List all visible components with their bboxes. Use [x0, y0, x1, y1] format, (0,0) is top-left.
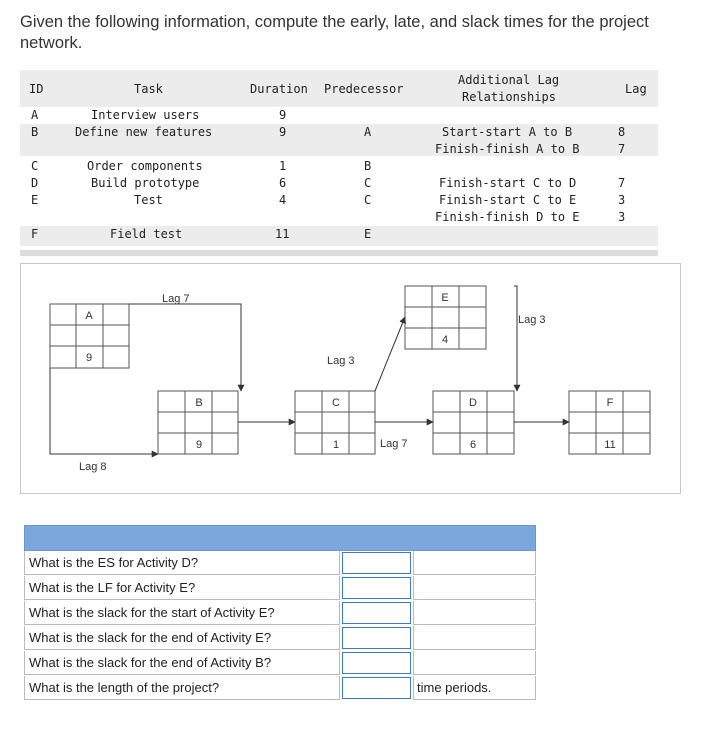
- lag-label-ce: Lag 3: [327, 355, 355, 367]
- cell-lag: 3: [618, 210, 626, 224]
- cell-task: Define new features: [75, 125, 213, 139]
- col-header-lag: Lag: [625, 82, 647, 96]
- answer-input[interactable]: [342, 627, 411, 649]
- cell-relationship: Finish-finish D to E: [435, 210, 580, 224]
- cell-predecessor: E: [364, 227, 372, 241]
- col-header-additional-1: Additional Lag: [458, 73, 560, 87]
- arrow-a-b-ss: [50, 368, 158, 454]
- col-header-task: Task: [134, 82, 163, 96]
- cell-duration: 4: [279, 193, 287, 207]
- network-diagram: [20, 263, 681, 494]
- network-svg: [21, 264, 680, 493]
- cell-duration: 9: [279, 125, 287, 139]
- node-f-duration: 11: [604, 439, 616, 451]
- cell-lag: 7: [618, 176, 626, 190]
- cell-duration: 1: [279, 159, 287, 173]
- cell-id: C: [31, 159, 39, 173]
- question-text: What is the slack for the end of Activity B?: [24, 651, 340, 675]
- answer-suffix: [413, 551, 536, 575]
- cell-relationship: Finish-start C to D: [439, 176, 577, 190]
- question-row: [24, 676, 536, 701]
- answer-table: [24, 525, 536, 701]
- cell-duration: 9: [279, 108, 287, 122]
- question-text: What is the LF for Activity E?: [24, 576, 340, 600]
- answer-input[interactable]: [342, 677, 411, 699]
- col-header-additional-2: Relationships: [462, 90, 556, 104]
- question-prompt: Given the following information, compute the early, late, and slack times for the project network.: [20, 13, 649, 52]
- lag-label-cd: Lag 7: [380, 438, 408, 450]
- table-bottom-rule: [20, 250, 658, 256]
- cell-id: F: [31, 227, 39, 241]
- cell-predecessor: A: [364, 125, 372, 139]
- answer-suffix: [413, 651, 536, 675]
- cell-task: Field test: [110, 227, 183, 241]
- cell-id: D: [31, 176, 39, 190]
- question-row: [24, 651, 536, 676]
- cell-task: Test: [134, 193, 163, 207]
- question-row: [24, 601, 536, 626]
- question-row: [24, 551, 536, 576]
- activity-table: [20, 70, 658, 256]
- node-a-duration: 9: [85, 352, 93, 364]
- node-d-duration: 6: [469, 439, 477, 451]
- cell-id: B: [31, 125, 39, 139]
- arrow-d-e-ff: [514, 286, 517, 391]
- node-e-id: E: [441, 292, 449, 304]
- answer-table-header: [24, 525, 536, 551]
- lag-label-ab-ss: Lag 8: [79, 461, 107, 473]
- answer-input[interactable]: [342, 552, 411, 574]
- node-e-duration: 4: [441, 334, 449, 346]
- question-row: [24, 576, 536, 601]
- node-f-id: F: [606, 397, 614, 409]
- col-header-predecessor: Predecessor: [324, 82, 404, 96]
- lag-label-de: Lag 3: [518, 314, 546, 326]
- cell-id: A: [31, 108, 39, 122]
- lag-label-ab-ff: Lag 7: [162, 293, 190, 305]
- cell-predecessor: C: [364, 176, 372, 190]
- cell-predecessor: B: [364, 159, 372, 173]
- cell-lag: 8: [618, 125, 626, 139]
- cell-relationship: Finish-start C to E: [439, 193, 577, 207]
- cell-task: Build prototype: [91, 176, 200, 190]
- cell-lag: 7: [618, 142, 626, 156]
- col-header-id: ID: [29, 82, 44, 96]
- cell-duration: 6: [279, 176, 287, 190]
- question-text: What is the ES for Activity D?: [24, 551, 340, 575]
- answer-suffix: [413, 601, 536, 625]
- arrow-c-e: [375, 317, 405, 391]
- node-c-id: C: [332, 397, 340, 409]
- cell-lag: 3: [618, 193, 626, 207]
- node-b-id: B: [195, 397, 203, 409]
- answer-input[interactable]: [342, 602, 411, 624]
- col-header-duration: Duration: [250, 82, 308, 96]
- node-d-id: D: [469, 397, 477, 409]
- node-c-duration: 1: [332, 439, 340, 451]
- question-text: What is the length of the project?: [24, 676, 340, 700]
- answer-input[interactable]: [342, 652, 411, 674]
- cell-task: Interview users: [91, 108, 200, 122]
- arrow-a-b-ff: [129, 304, 241, 391]
- cell-predecessor: C: [364, 193, 372, 207]
- cell-relationship: Start-start A to B: [442, 125, 573, 139]
- cell-id: E: [31, 193, 39, 207]
- cell-duration: 11: [275, 227, 290, 241]
- cell-relationship: Finish-finish A to B: [435, 142, 580, 156]
- answer-suffix: [413, 626, 536, 650]
- answer-input[interactable]: [342, 577, 411, 599]
- node-a-id: A: [85, 310, 93, 322]
- node-b-duration: 9: [195, 439, 203, 451]
- question-text: What is the slack for the end of Activity E?: [24, 626, 340, 650]
- answer-suffix: [413, 576, 536, 600]
- question-row: [24, 626, 536, 651]
- question-text: What is the slack for the start of Activity E?: [24, 601, 340, 625]
- cell-task: Order components: [87, 159, 203, 173]
- answer-suffix: time periods.: [413, 676, 536, 700]
